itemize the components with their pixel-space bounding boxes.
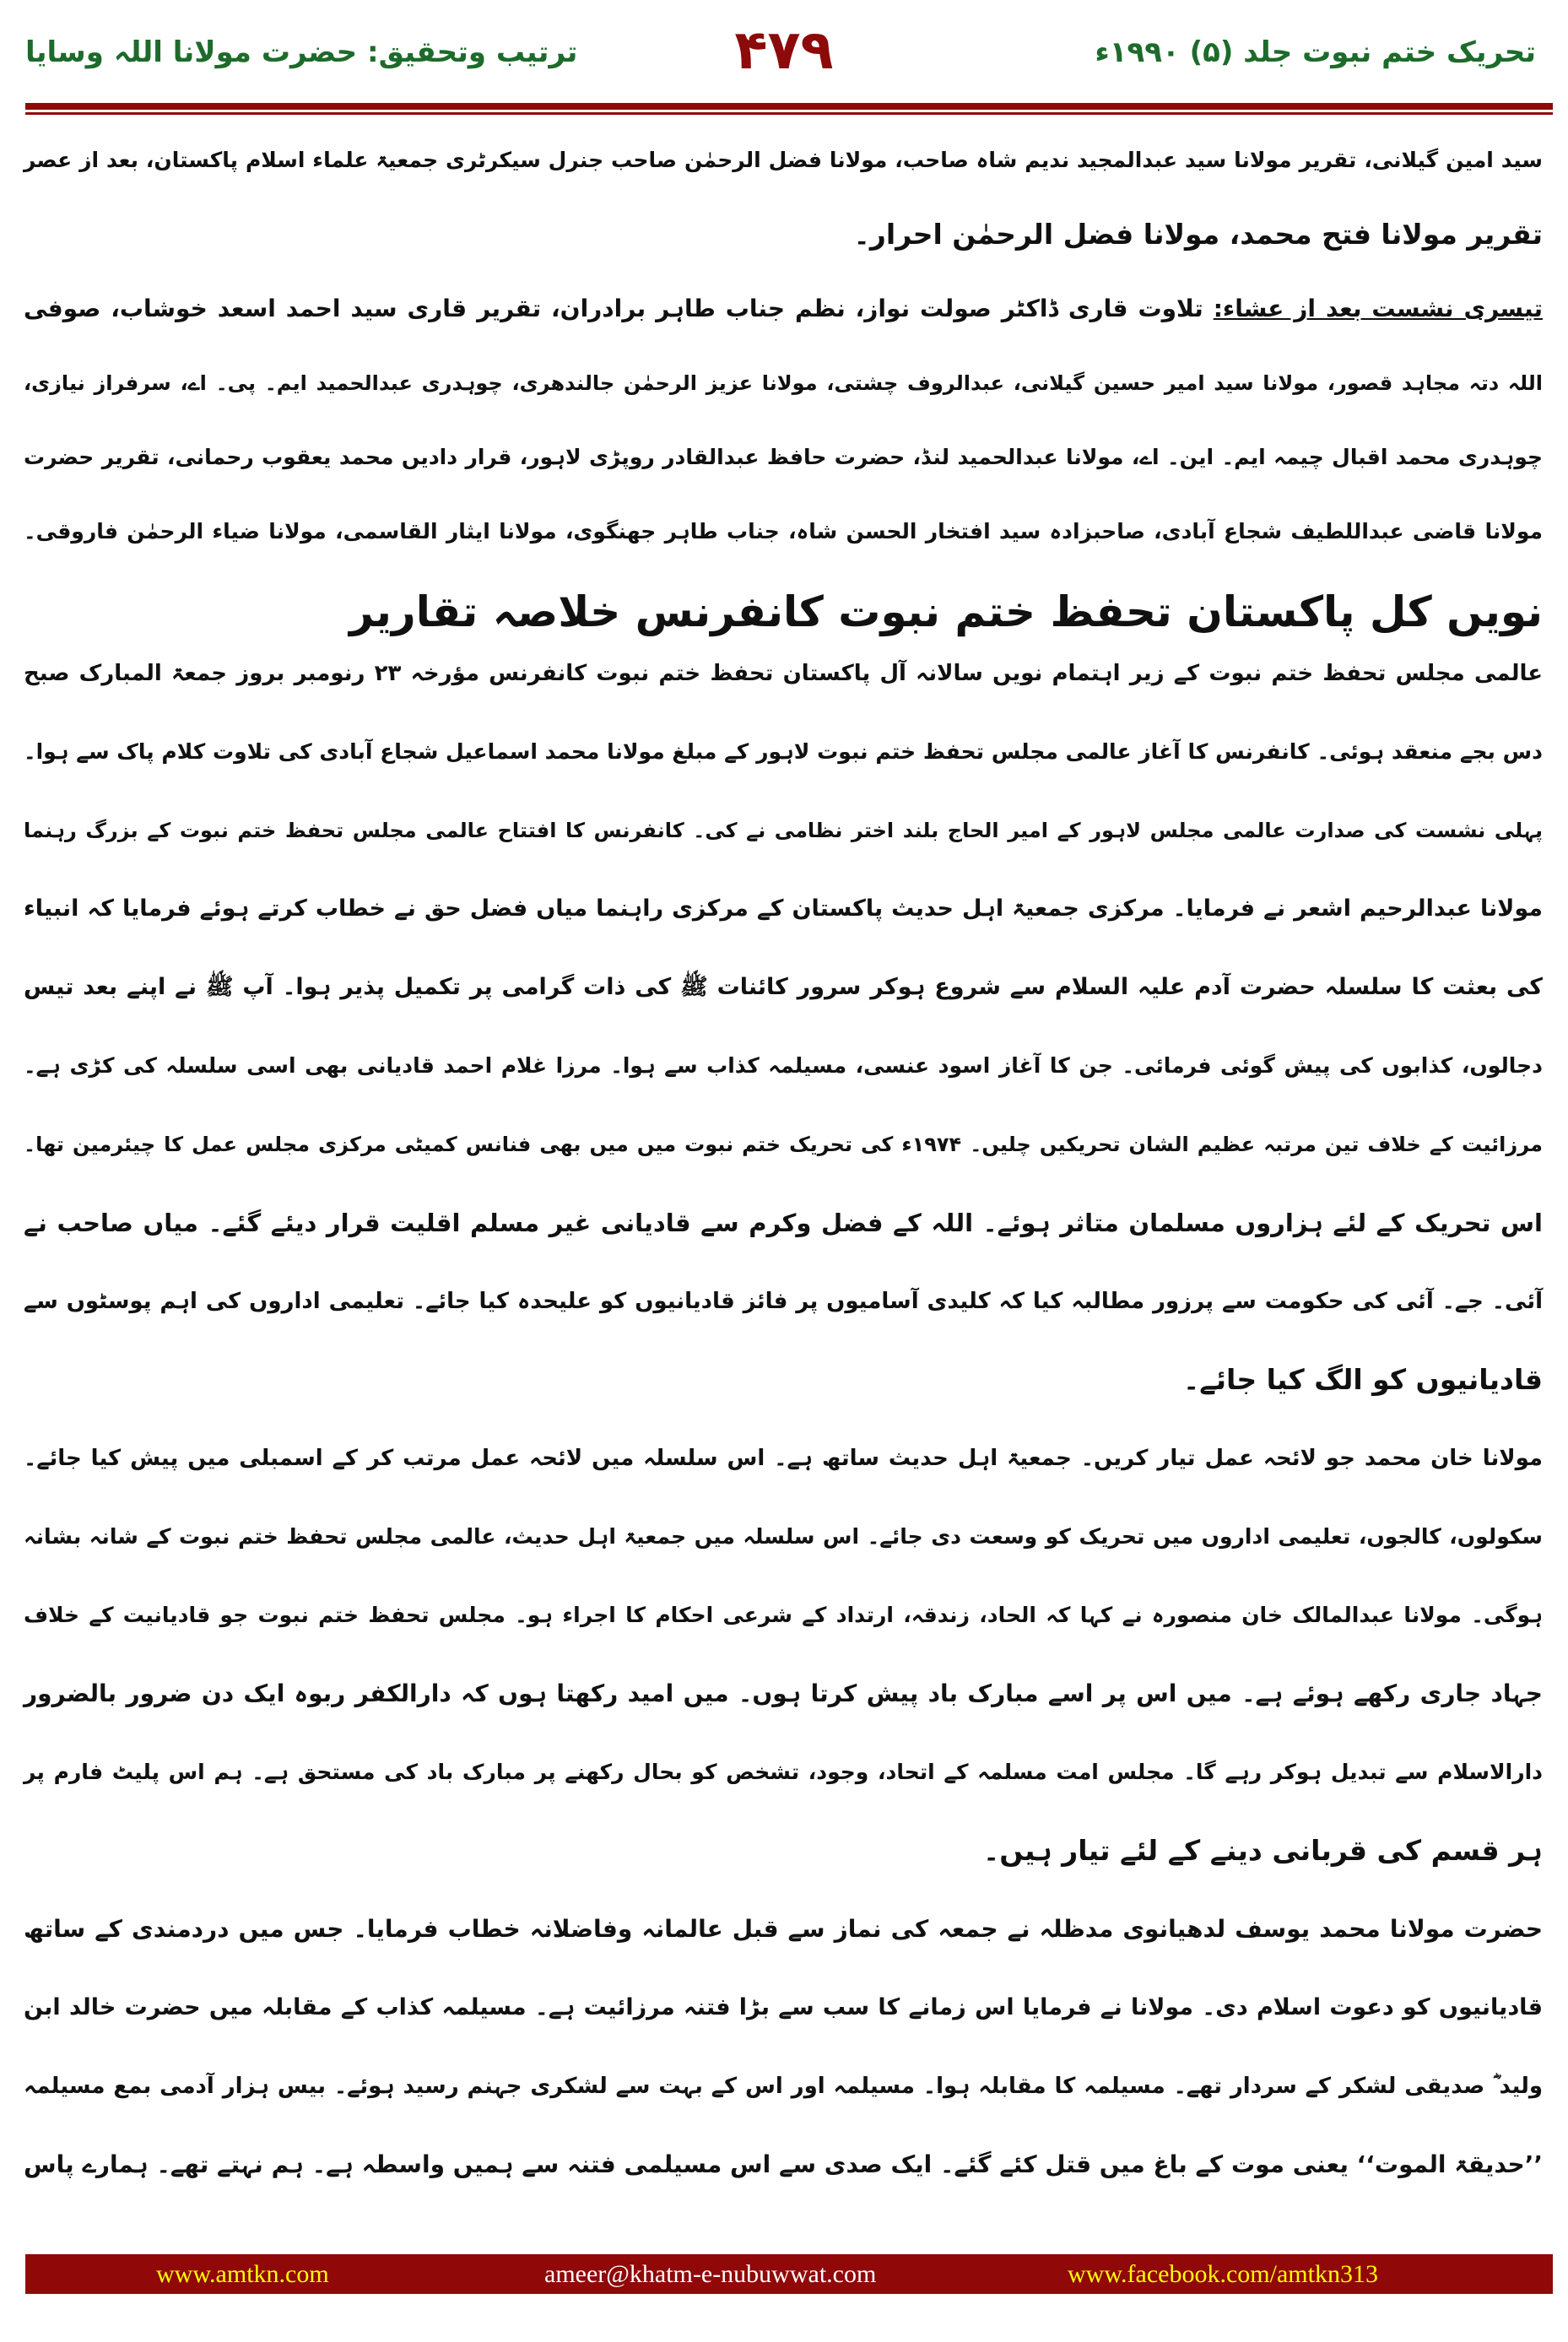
text-line: عالمی مجلس تحفظ ختم نبوت کے زیر اہتمام نویں سالانہ آل پاکستان تحفظ ختم نبوت کانفرنس مؤرخہ ۲۳ رنومبر بروز جمعۃ المبارک صبح (24, 661, 1543, 686)
text-line: جہاد جاری رکھے ہوئے ہے۔ میں اس پر اسے مبارک باد پیش کرتا ہوں۔ میں امید رکھتا ہوں کہ دارالکفر ربوہ ایک دن ضرور بالضرور (24, 1679, 1543, 1707)
text-line: ولید ؓ صدیقی لشکر کے سردار تھے۔ مسیلمہ کا مقابلہ ہوا۔ مسیلمہ اور اس کے بہت سے لشکری جہنم رسید ہوئے۔ بیس ہزار آدمی بمع مسیلمہ (24, 2074, 1543, 2099)
text-line: حضرت مولانا محمد یوسف لدھیانوی مدظلہ نے جمعہ کی نماز سے قبل عالمانہ وفاضلانہ خطاب فرمایا۔ جس میں دردمندی کے ساتھ (24, 1915, 1543, 1943)
text-line: ہوگی۔ مولانا عبدالمالک خان منصورہ نے کہا کہ الحاد، زندقہ، ارتداد کے شرعی احکام کا اجراء ہو۔ مجلس تحفظ ختم نبوت جو قادیانیت کے خلاف (24, 1603, 1543, 1627)
text-line: مولانا قاضی عبداللطیف شجاع آبادی، صاحبزادہ سید افتخار الحسن شاہ، جناب طاہر جھنگوی، مولانا ایثار القاسمی، مولانا ضیاء الرحمٰن فاروقی۔ (24, 519, 1543, 544)
text-line: مولانا عبدالرحیم اشعر نے فرمایا۔ مرکزی جمعیۃ اہل حدیث پاکستان کے مرکزی راہنما میاں فضل حق نے خطاب کرتے ہوئے فرمایا کہ انبیاء (24, 895, 1543, 922)
page-number: ۴۷۹ (734, 19, 834, 82)
section-label: تیسری نشست بعد از عشاء: (1213, 295, 1543, 322)
website-link[interactable]: www.amtkn.com (156, 2260, 329, 2288)
compiler-credit: ترتیب وتحقیق: حضرت مولانا اللہ وسایا (25, 35, 578, 69)
text-line: آئی۔ جے۔ آئی کی حکومت سے پرزور مطالبہ کیا کہ کلیدی آسامیوں پر فائز قادیانیوں کو علیحدہ کیا جائے۔ تعلیمی اداروں کی اہم پوسٹوں سے (24, 1289, 1543, 1314)
text-line (24, 284, 1543, 334)
header-rule-thin (25, 112, 1553, 115)
text-line-rest: تلاوت قاری ڈاکٹر صولت نواز، نظم جناب طاہر برادران، تقریر قاری سید احمد اسعد خوشاب، صوفی (24, 295, 1214, 322)
footer-bar (25, 2254, 1553, 2294)
text-line: دس بجے منعقد ہوئی۔ کانفرنس کا آغاز عالمی مجلس تحفظ ختم نبوت لاہور کے مبلغ مولانا محمد اسماعیل شجاع آبادی کی تلاوت کلام پاک سے ہوا۔ (24, 739, 1543, 764)
facebook-link[interactable]: www.facebook.com/amtkn313 (1068, 2260, 1378, 2288)
book-title: تحریک ختم نبوت جلد (۵) ۱۹۹۰ء (1095, 35, 1536, 69)
text-line: تقریر مولانا فتح محمد، مولانا فضل الرحمٰن احرار۔ (853, 218, 1543, 251)
text-line: دارالاسلام سے تبدیل ہوکر رہے گا۔ مجلس امت مسلمہ کے اتحاد، وجود، تشخص کو بحال رکھنے پر مبارک باد کی مستحق ہے۔ ہم اس پلیٹ فارم پر (24, 1760, 1543, 1784)
text-line: چوہدری محمد اقبال چیمہ ایم۔ این۔ اے، مولانا عبدالحمید لنڈ، حضرت حافظ عبدالقادر روپڑی لاہور، قرار دادیں محمد یعقوب رحمانی، تقریر حضرت (24, 445, 1543, 469)
text-line: مولانا خان محمد جو لائحہ عمل تیار کریں۔ جمعیۃ اہل حدیث ساتھ ہے۔ اس سلسلہ میں لائحہ عمل مرتب کر کے اسمبلی میں پیش کیا جائے۔ (24, 1446, 1543, 1471)
text-line: پہلی نشست کی صدارت عالمی مجلس لاہور کے امیر الحاج بلند اختر نظامی نے کی۔ کانفرنس کا افتتاح عالمی مجلس تحفظ ختم نبوت کے بزرگ رہنما (24, 819, 1543, 842)
text-line: اللہ دتہ مجاہد قصور، مولانا سید امیر حسین گیلانی، عبدالروف چشتی، مولانا عزیز الرحمٰن جالندھری، چوہدری عبدالحمید ایم۔ پی۔ اے، سرفراز نیازی، (24, 371, 1543, 395)
text-line: قادیانیوں کو الگ کیا جائے۔ (1182, 1363, 1543, 1396)
text-line: دجالوں، کذابوں کی پیش گوئی فرمائی۔ جن کا آغاز اسود عنسی، مسیلمہ کذاب سے ہوا۔ مرزا غلام احمد قادیانی بھی اسی سلسلہ کی کڑی ہے۔ (24, 1053, 1543, 1078)
text-line: ہر قسم کی قربانی دینے کے لئے تیار ہیں۔ (982, 1834, 1543, 1867)
text-line: قادیانیوں کو دعوت اسلام دی۔ مولانا نے فرمایا اس زمانے کا سب سے بڑا فتنہ مرزائیت ہے۔ مسیلمہ کذاب کے مقابلہ میں حضرت خالد ابن (24, 1994, 1543, 2020)
text-line: اس تحریک کے لئے ہزاروں مسلمان متاثر ہوئے۔ اللہ کے فضل وکرم سے قادیانی غیر مسلم اقلیت قرار دیئے گئے۔ میاں صاحب نے (24, 1209, 1543, 1237)
text-line: کی بعثت کا سلسلہ حضرت آدم علیہ السلام سے شروع ہوکر سرور کائنات ﷺ کی ذات گرامی پر تکمیل پذیر ہوا۔ آپ ﷺ نے اپنے بعد تیس (24, 974, 1543, 1000)
text-line: سید امین گیلانی، تقریر مولانا سید عبدالمجید ندیم شاہ صاحب، مولانا فضل الرحمٰن صاحب جنرل سیکرٹری جمعیۃ علماء اسلام پاکستان، بعد از عصر (24, 148, 1543, 172)
text-line: سکولوں، کالجوں، تعلیمی اداروں میں تحریک کو وسعت دی جائے۔ اس سلسلہ میں جمعیۃ اہل حدیث، عالمی مجلس تحفظ ختم نبوت کے شانہ بشانہ (24, 1524, 1543, 1549)
header-rule (25, 103, 1553, 110)
email-link[interactable]: ameer@khatm-e-nubuwwat.com (544, 2260, 877, 2288)
text-line: مرزائیت کے خلاف تین مرتبہ عظیم الشان تحریکیں چلیں۔ ۱۹۷۴ء کی تحریک ختم نبوت میں میں بھی فنانس کمیٹی مرکزی مجلس عمل کا چیئرمین تھا۔ (24, 1133, 1543, 1156)
text-line: ’’حدیقۃ الموت‘‘ یعنی موت کے باغ میں قتل کئے گئے۔ ایک صدی سے اس مسیلمی فتنہ سے ہمیں واسطہ ہے۔ ہم نہتے تھے۔ ہمارے پاس (24, 2150, 1543, 2178)
section-heading: نویں کل پاکستان تحفظ ختم نبوت کانفرنس خلاصہ تقاریر (349, 587, 1543, 636)
